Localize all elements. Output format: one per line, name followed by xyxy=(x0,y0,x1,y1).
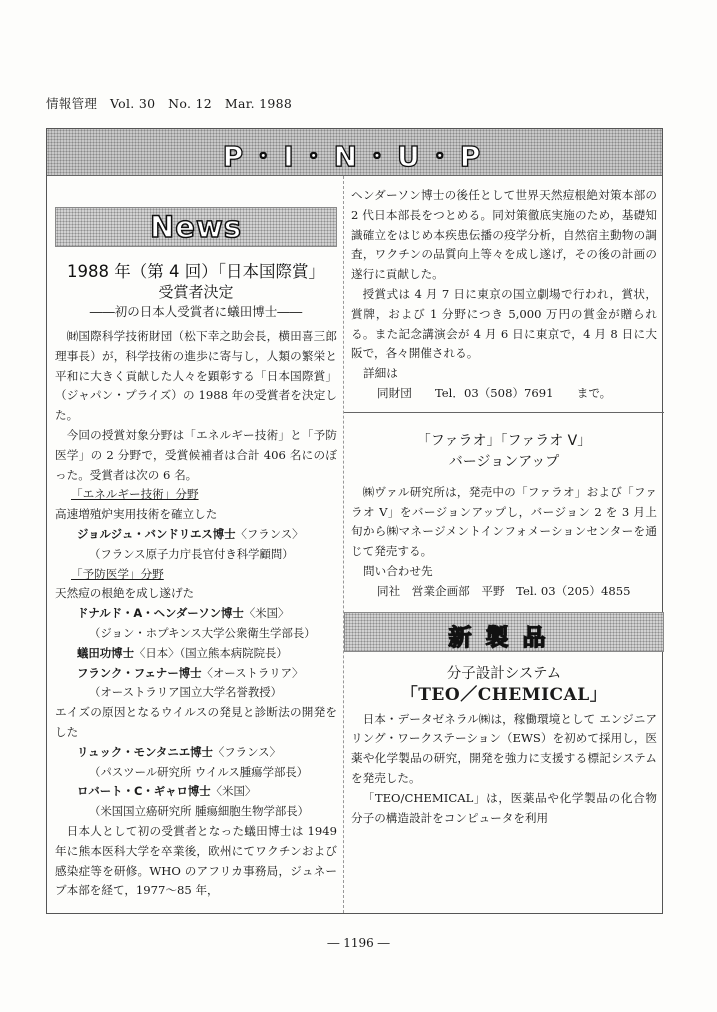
winner-name: ドナルド・A・ヘンダーソン博士〈米国〉 xyxy=(77,606,290,621)
product-title: 分子設計システム xyxy=(446,665,562,682)
winner-affiliation: （ジョン・ホプキンス大学公衆衛生学部長） xyxy=(89,625,316,640)
winner-name: 蟻田功博士〈日本〉（国立熊本病院院長） xyxy=(77,645,288,660)
pinup-banner xyxy=(47,129,662,176)
section-separator xyxy=(344,412,664,413)
news-title: 1988 年（第 4 回）「日本国際賞」 xyxy=(67,262,325,281)
product-paragraph-2: 「TEO/CHEMICAL」は，医薬品や化学製品の化合物分子の構造設計をコンピュータを利用 xyxy=(351,790,657,825)
news-paragraph-4: ヘンダーソン博士の後任として世界天然痘根絶対策本部の 2 代日本部長をつとめる。同対策徹底実施のため，基礎知識確立をはじめ本疾患伝播の疫学分析，自然宿主動物の調査，ワクチンの品質向上等々を成し遂げ，その後の計画の遂行に貢献した。 xyxy=(351,188,657,282)
banner-title: P・I・N・U・P xyxy=(222,140,487,173)
field-preventive-medicine: 「予防医学」分野 xyxy=(71,566,164,581)
right-column xyxy=(351,176,657,828)
field-energy-desc: 高速増殖炉実用技術を確立した xyxy=(55,507,218,522)
news-paragraph-1: ㈶国際科学技術財団（松下幸之助会長，横田喜三郎理事長）が，科学技術の進歩に寄与し，人類の繁栄と平和に大きく貢献した人々を顕彰する「日本国際賞」（ジャパン・プライズ）の 1988 年の受賞者を決定した。 xyxy=(55,329,337,423)
news-label: News xyxy=(150,210,242,244)
winner-affiliation: （パスツール研究所 ウイルス腫瘍学部長） xyxy=(89,764,309,779)
news-label-box xyxy=(55,207,337,247)
inquiry-contact: 同社 営業企画部 平野 Tel. 03（205）4855 xyxy=(377,583,631,598)
pinup-frame xyxy=(46,128,663,914)
field-aids-desc: エイズの原因となるウイルスの発見と診断法の開発をした xyxy=(55,705,337,739)
news-paragraph-3: 日本人として初の受賞者となった蟻田博士は 1949 年に熊本医科大学を卒業後，欧州にてワクチンおよび感染症等を研修。WHO のアフリカ事務局，ジュネーブ本部を経て，1977～85 年， xyxy=(55,823,337,898)
left-column xyxy=(55,176,337,901)
winner-affiliation: （米国国立癌研究所 腫瘍細胞生物学部長） xyxy=(89,804,310,819)
product-title-2: 「TEO／CHEMICAL」 xyxy=(400,684,608,705)
news-paragraph-2: 今回の授賞対象分野は「エネルギー技術」と「予防医学」の 2 分野で，受賞候補者は合計 406 名にのぼった。受賞者は次の 6 名。 xyxy=(55,427,337,482)
new-product-label: 新製品 xyxy=(448,624,560,651)
field-medicine-desc: 天然痘の根絶を成し遂げた xyxy=(55,586,195,601)
inquiry-label: 問い合わせ先 xyxy=(363,563,433,578)
field-energy: 「エネルギー技術」分野 xyxy=(71,487,199,502)
pharao-title-2: バージョンアップ xyxy=(448,453,560,470)
pharao-paragraph: ㈱ヴァル研究所は，発売中の「ファラオ」および「ファラオ V」をバージョンアップし，バージョン 2 を 3 月上旬から㈱マネージメントインフォメーションセンターを通じて発売する。 xyxy=(351,484,657,559)
new-product-label-box xyxy=(344,612,664,652)
winner-affiliation: （フランス原子力庁長官付き科学顧問） xyxy=(89,546,294,561)
detail-label: 詳細は xyxy=(363,366,398,381)
news-title-2: 受賞者決定 xyxy=(158,283,234,301)
winner-name: ロバート・C・ギャロ博士〈米国〉 xyxy=(77,784,257,799)
winner-name: リュック・モンタニエ博士〈フランス〉 xyxy=(77,744,281,759)
winner-name: ジョルジュ・バンドリエス博士〈フランス〉 xyxy=(77,526,304,541)
news-paragraph-5: 授賞式は 4 月 7 日に東京の国立劇場で行われ，賞状，賞牌，および 1 分野につき 5,000 万円の賞金が贈られる。また記念講演会が 4 月 6 日に東京で，4 月 8 日に大阪で，各々開催される。 xyxy=(351,286,657,361)
journal-header: 情報管理 Vol. 30 No. 12 Mar. 1988 xyxy=(46,96,293,111)
column-divider xyxy=(343,176,344,913)
winner-affiliation: （オーストラリア国立大学名誉教授） xyxy=(89,685,283,700)
page-number: ― 1196 ― xyxy=(327,936,390,950)
product-paragraph-1: 日本・データゼネラル㈱は，稼働環境として エンジニアリング・ワークステーション（EWS）を初めて採用し，医薬や化学製品の研究，開発を強力に支援する標記システムを発売した。 xyxy=(351,711,657,785)
detail-contact: 同財団 Tel．03（508）7691 まで。 xyxy=(377,385,612,400)
pharao-title: 「ファラオ」「ファラオ V」 xyxy=(416,432,592,449)
news-subtitle: ――初の日本人受賞者に蟻田博士―― xyxy=(89,304,303,319)
winner-name: フランク・フェナー博士〈オーストラリア〉 xyxy=(77,665,304,680)
